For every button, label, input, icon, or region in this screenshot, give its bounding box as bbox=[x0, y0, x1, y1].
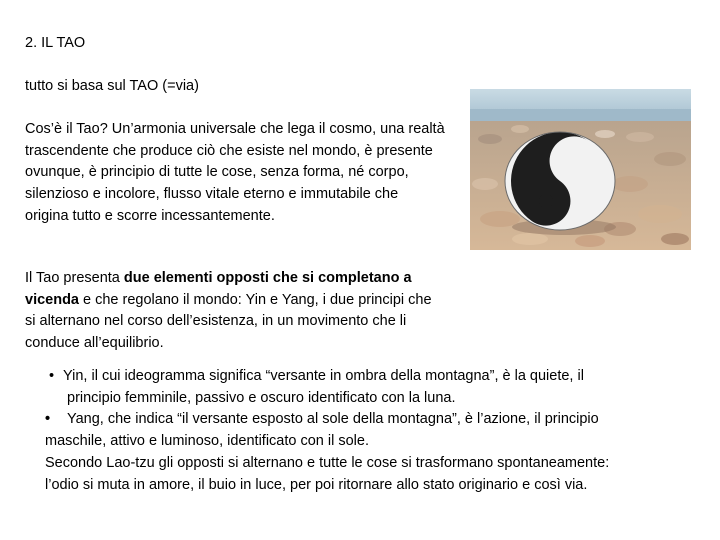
list-item-yin-text: Yin, il cui ideogramma significa “versante in ombra della montagna”, è la quiete, il principio femminile, passivo e oscuro identificato con la luna. bbox=[63, 368, 584, 406]
yin-yang-intro-paragraph bbox=[25, 268, 445, 355]
bullet-icon: • bbox=[45, 411, 51, 428]
bullet-icon: • bbox=[49, 368, 55, 384]
yin-yang-list bbox=[25, 366, 625, 496]
yin-yang-stone-icon bbox=[470, 89, 691, 250]
section-title: 2. IL TAO bbox=[25, 35, 86, 51]
para2-bold-text: due elementi opposti che si completano a vicenda bbox=[25, 270, 412, 308]
list-item-yang bbox=[25, 409, 625, 452]
yin-yang-stone-photo bbox=[470, 89, 691, 250]
subtitle: tutto si basa sul TAO (=via) bbox=[25, 78, 199, 94]
para2-text-end: e che regolano il mondo: Yin e Yang, i due principi che si alternano nel corso dell’esistenza, in un movimento che li conduce all’equilibrio. bbox=[25, 291, 432, 352]
para2-text-start: Il Tao presenta bbox=[25, 270, 124, 286]
list-item-yin bbox=[25, 366, 625, 409]
tao-definition-paragraph: Cos’è il Tao? Un’armonia universale che lega il cosmo, una realtà trascendente che produce ciò che esiste nel mondo, è presente ovunque, è principio di tutte le cose, senza forma, né corpo, silenzioso e incolore, flusso vitale eterno e immutabile che origina tutto e scorre incessantemente. bbox=[25, 121, 445, 224]
lao-tzu-paragraph: Secondo Lao-tzu gli opposti si alternano e tutte le cose si trasformano spontaneamente: l’odio si muta in amore, il buio in luce, per poi ritornare allo stato originario e così via. bbox=[45, 454, 610, 493]
list-item-yang-text: Yang, che indica “il versante esposto al sole della montagna”, è l’azione, il principio maschile, attivo e luminoso, identificato con il sole. bbox=[45, 411, 599, 450]
